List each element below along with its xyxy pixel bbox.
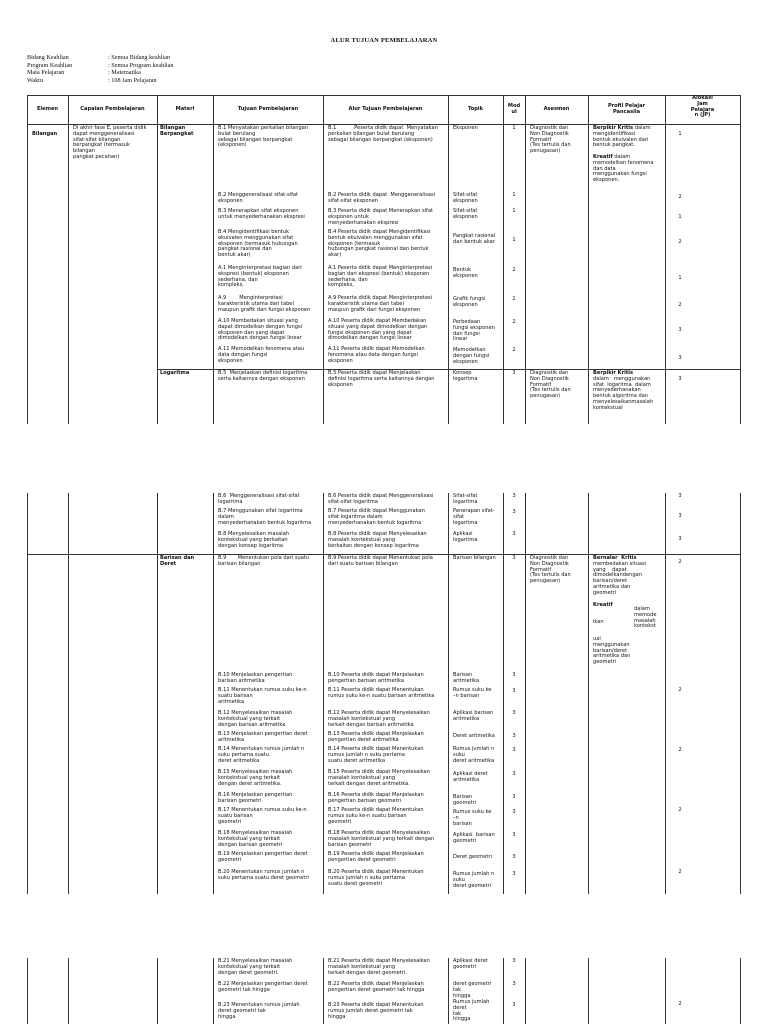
header-profil: Profil Pelajar Pancasila bbox=[607, 103, 646, 115]
modul-item: 3 bbox=[512, 809, 516, 815]
meta-label: Waktu bbox=[27, 76, 43, 84]
topik-item: Sifat-sifat eksponen bbox=[453, 208, 478, 220]
modul-item: 3 bbox=[512, 370, 516, 376]
modul-item: 2 bbox=[512, 319, 516, 325]
alur-item: B.13 Peserta didik dapat Menjelaskan pengertian deret aritmetika bbox=[328, 731, 424, 743]
modul-item: 1 bbox=[512, 237, 516, 243]
col-divider bbox=[588, 493, 589, 894]
col-divider bbox=[665, 95, 666, 424]
col-divider bbox=[448, 95, 449, 424]
modul-item: 3 bbox=[512, 672, 516, 678]
meta-row bbox=[27, 62, 173, 70]
header-alokasi: Alokasi Jam Pelajara n (JP) bbox=[690, 95, 715, 119]
header-topik: Topik bbox=[467, 106, 484, 112]
tujuan-item: B.12 Menyelesaikan masalah kontekstual yang terkait dengan barisan aritmetika bbox=[218, 710, 293, 728]
asesmen-text: Diagnostik dan Non Diagnostik Formatif (Tes tertulis dan penugasan) bbox=[530, 125, 571, 155]
tujuan-item: B.1 Menyatakan perkalian bilangan bulat berulang sebagai bilangan berpangkat (eksponen) bbox=[218, 125, 309, 149]
profil-desc: dalam memodelkan fenomena dan data menggunakan fungsi eksponen. bbox=[593, 154, 654, 184]
modul-item: 3 bbox=[512, 832, 516, 838]
alur-item: B.10 Peserta didik dapat Menjelaskan pengertian barisan aritmetika bbox=[328, 672, 424, 684]
topik-item: Deret geometri bbox=[453, 854, 492, 860]
profil-desc: membedakan situasi yang dapat dimodelkandengan barisan/deret aritmetika dan geometri bbox=[593, 560, 647, 596]
tujuan-item: B.20 Menentukan rumus jumlah n suku pertama suatu deret geometri bbox=[218, 869, 309, 881]
modul-item: 3 bbox=[512, 710, 516, 716]
alur-item: B.14 Peserta didik dapat Menentukan rumus jumlah n suku pertama suatu deret aritmetika bbox=[328, 746, 424, 764]
tujuan-item: B.21 Menyelesaikan masalah kontekstual yang terkait dengan deret geometri. bbox=[218, 958, 293, 976]
alur-item: B.12 Peserta didik dapat Menyelesaikan masalah kontekstual yang terkait dengan barisan aritmetika bbox=[328, 710, 430, 728]
header-tujuan: Tujuan Pembelajaran bbox=[237, 106, 299, 112]
alur-item: B.23 Peserta didik dapat Menentukan rumus jumlah deret geometri tak hingga bbox=[328, 1002, 424, 1020]
alur-item: B.2 Peserta didik dapat Menggeneralisasi sifat-sifat eksponen bbox=[328, 192, 436, 204]
modul-item: 3 bbox=[512, 981, 516, 987]
alokasi-item: 2 bbox=[678, 194, 682, 200]
topik-item: Memodelkan dengan fungsi eksponen bbox=[453, 347, 490, 365]
modul-item: 3 bbox=[512, 854, 516, 860]
header-materi: Materi bbox=[175, 106, 195, 112]
meta-row bbox=[27, 54, 173, 62]
col-divider bbox=[448, 493, 449, 894]
materi-barisan-deret: Barisan dan Deret bbox=[160, 555, 195, 567]
alokasi-item: 3 bbox=[678, 493, 682, 499]
alokasi-item: 3 bbox=[678, 536, 682, 542]
alokasi-item: 3 bbox=[678, 327, 682, 333]
topik-item: deret geometri tak hingga bbox=[453, 981, 492, 999]
tujuan-item: B.13 Menjelaskan pengertian deret aritmetika bbox=[218, 731, 308, 743]
alur-item: A.1 Peserta didik dapat Menginterpretasi bagian dari ekspresi (bentuk) eksponen sederhana, dan kompleks, bbox=[328, 265, 433, 289]
topik-item: Barisan bilangan bbox=[453, 555, 496, 561]
modul-item: 2 bbox=[512, 296, 516, 302]
topik-item: Perbedaan fungsi eksponen dan fungsi linear bbox=[453, 319, 495, 343]
tujuan-item: B.10 Menjelaskan pengertian barisan aritmetika bbox=[218, 672, 293, 684]
topik-item: Aplikasi barisan aritmetika bbox=[453, 710, 494, 722]
col-divider bbox=[157, 95, 158, 424]
tujuan-item: B.22 Menjelaskan pengertian deret geometri tak hingga bbox=[218, 981, 308, 993]
meta-row bbox=[27, 77, 173, 85]
col-divider bbox=[525, 958, 526, 1024]
alur-item: B.7 Peserta didik dapat Menggunakan sifat logaritma dalam menyederhanakan bentuk logaritma bbox=[328, 508, 425, 526]
alur-item: A.11 Peserta didik dapat Memodelkan fenomena atau data dengan fungsi eksponen bbox=[328, 346, 425, 364]
col-divider bbox=[213, 95, 214, 424]
alur-item: B.22 Peserta didik dapat Menjelaskan pengertian deret geometri tak hingga bbox=[328, 981, 425, 993]
tujuan-item: B.15 Menyelesaikan masalah kontekstual yang terkait dengan deret aritmetika. bbox=[218, 769, 293, 787]
alokasi-item: 2 bbox=[678, 559, 682, 565]
meta-label: Bidang Keahlian bbox=[27, 54, 69, 61]
tujuan-item: B.9 Menentukan pola dari suatu barisan bilangan bbox=[218, 555, 310, 567]
alur-item: B.18 Peserta didik dapat Menyelesaikan masalah kontekstual yang terkait dengan barisan geometri bbox=[328, 830, 435, 848]
modul-item: 2 bbox=[512, 267, 516, 273]
topik-item: Konsep logaritma bbox=[453, 370, 478, 382]
document-meta bbox=[27, 54, 173, 84]
alur-item: B.9 Peserta didik dapat Menentukan pola dari suatu barisan bilangan bbox=[328, 555, 433, 567]
alur-item: B.16 Peserta didik dapat Menjelaskan pengertian barisan geometri bbox=[328, 792, 424, 804]
tujuan-item: A.1 Menginterpretasi bagian dari ekspresi (bentuk) eksponen sederhana, dan kompleks, bbox=[218, 265, 302, 289]
profil-desc: dalam memode masalah kontekst bbox=[634, 606, 657, 630]
materi-bilangan-berpangkat: Bilangan Berpangkat bbox=[160, 125, 194, 137]
document-title: ALUR TUJUAN PEMBELAJARAN bbox=[330, 37, 438, 44]
modul-item: 3 bbox=[512, 958, 516, 964]
modul-item: 3 bbox=[512, 688, 516, 694]
modul-item: 3 bbox=[512, 771, 516, 777]
modul-item: 3 bbox=[512, 871, 516, 877]
col-divider bbox=[665, 958, 666, 1024]
col-divider bbox=[213, 493, 214, 894]
col-divider bbox=[588, 95, 589, 424]
tujuan-item: B.14 Menentukan rumus jumlah n suku pertama suatu deret aritmetika bbox=[218, 746, 305, 764]
tujuan-item: A.11 Memodelkan fenomena atau data dengan fungsi eksponen bbox=[218, 346, 305, 364]
tujuan-item: A.9 Menginterpretasi karakteristik utama dari tabel maupun grafik dari fungsi eksponen bbox=[218, 295, 311, 313]
modul-item: 3 bbox=[512, 747, 516, 753]
col-divider bbox=[525, 493, 526, 894]
alokasi-item: 1 bbox=[678, 131, 682, 137]
tujuan-item: B.4 Mengidentifikasi bentuk ekuivalen menggunakan sifat eksponen (termasuk hubungan pangkat rasional dan bentuk akar) bbox=[218, 229, 298, 259]
alokasi-item: 2 bbox=[678, 687, 682, 693]
profil-desc: dalam menggunakan sifat logaritma dalam menyederhanakan bentuk algoritma dan menyelesaikanmasalah kontekstual bbox=[593, 375, 654, 411]
topik-item: Rumus jumlah n suku deret geometri bbox=[453, 871, 495, 889]
col-divider bbox=[68, 493, 69, 894]
col-divider bbox=[740, 95, 741, 424]
modul-item: 1 bbox=[512, 192, 516, 198]
topik-item: Bentuk eksponen bbox=[453, 267, 478, 279]
profil-label: Kreatif bbox=[593, 602, 613, 608]
col-divider bbox=[323, 958, 324, 1024]
alur-item: B.1 Peserta didik dapat Menyatakan perkalian bilangan bulat berulang sebagai bilangan berpangkat (eksponen) bbox=[328, 125, 438, 143]
col-divider bbox=[27, 958, 28, 1024]
profil-desc: ual menggunakan barisan/deret aritmetika dan geometri bbox=[593, 636, 631, 666]
alur-item: B.6 Peserta didik dapat Menggeneralisasi sifat-sifat logaritma bbox=[328, 493, 434, 505]
alur-item: B.11 Peserta didik dapat Menentukan rumus suku ke-n suatu barisan aritmetika bbox=[328, 687, 435, 699]
modul-item: 3 bbox=[512, 493, 516, 499]
alur-item: B.17 Peserta didik dapat Menentukan rumus suku ke-n suatu barisan geometri bbox=[328, 807, 424, 825]
alokasi-item: 2 bbox=[678, 807, 682, 813]
tujuan-item: B.5 Menjelaskan definisi logaritma serta kaitannya dengan eksponen bbox=[218, 370, 308, 382]
meta-row bbox=[27, 69, 173, 77]
alokasi-item: 3 bbox=[678, 376, 682, 382]
tujuan-item: B.17 Menentukan rumus suku ke-n suatu barisan geometri bbox=[218, 807, 307, 825]
topik-item: Grafik fungsi eksponen bbox=[453, 296, 486, 308]
alokasi-item: 3 bbox=[678, 355, 682, 361]
col-divider bbox=[157, 493, 158, 894]
topik-item: Barisan aritmetika bbox=[453, 672, 480, 684]
topik-item: Penerapan sifat- sifat logaritma bbox=[453, 508, 495, 526]
topik-item: Deret aritmetika bbox=[453, 733, 495, 739]
alur-item: B.3 Peserta didik dapat Menerapkan sifat eksponen untuk menyederhanakan ekspresi bbox=[328, 208, 433, 226]
capaian-text: Di akhir fase E, peserta didik dapat menggeneralisasi sifat-sifat bilangan berpangkat (termasuk bilangan pangkat pecahan) bbox=[73, 125, 147, 160]
tujuan-item: A.10 Membedakan situasi yang dapat dimodelkan dengan fungsi eksponen dan yang dapat dimodelkan dengan fungsi linear bbox=[218, 318, 303, 342]
modul-item: 3 bbox=[512, 733, 516, 739]
elemen-bilangan: Bilangan bbox=[32, 131, 58, 137]
modul-item: 1 bbox=[512, 208, 516, 214]
materi-logaritma: Logaritma bbox=[160, 370, 190, 376]
tujuan-item: B.23 Menentukan rumus jumlah deret geometri tak hingga bbox=[218, 1002, 300, 1020]
modul-item: 2 bbox=[512, 347, 516, 353]
profil-desc: ikan bbox=[593, 619, 604, 625]
meta-label: Mata Pelajaran bbox=[27, 69, 65, 76]
modul-item: 3 bbox=[512, 509, 516, 515]
col-divider bbox=[323, 493, 324, 894]
meta-value: : Matematika bbox=[108, 69, 141, 76]
topik-item: Barisan geometri bbox=[453, 794, 477, 806]
topik-item: Aplikasi logaritma bbox=[453, 531, 478, 543]
header-capaian: Capaian Pembelajaran bbox=[80, 106, 145, 112]
asesmen-text: Diagnostik dan Non Diagnostik Formatif (Tes tertulis dan penugasan) bbox=[530, 555, 571, 585]
table-border-top bbox=[27, 95, 740, 96]
col-divider bbox=[323, 95, 324, 424]
profil-label: Berpikir Kritis bbox=[593, 125, 634, 131]
modul-item: 3 bbox=[512, 531, 516, 537]
tujuan-item: B.6 Menggeneralisasi sifat-sifat logaritma bbox=[218, 493, 300, 505]
alur-item: B.21 Peserta didik dapat Menyelesaikan masalah kontekstual yang terkait dengan deret geometri. bbox=[328, 958, 430, 976]
profil-desc: dalam mengidentifikasi bentuk ekuivalen dari bentuk pangkat. bbox=[593, 125, 651, 149]
tujuan-item: B.11 Menentukan rumus suku ke-n suatu barisan aritmetika bbox=[218, 687, 307, 705]
col-divider bbox=[213, 958, 214, 1024]
tujuan-item: B.18 Menyelesaikan masalah kontekstual yang terkait dengan barisan geometri bbox=[218, 830, 293, 848]
alur-item: A.9 Peserta didik dapat Menginterpretasi karakteristik utama dari tabel maupun grafik dari fungsi eksponen bbox=[328, 295, 433, 313]
profil-label: Bernalar Kritis bbox=[593, 555, 637, 561]
asesmen-text: Diagnostik dan Non Diagnostik Formatif (Tes tertulis dan penugasan) bbox=[530, 370, 571, 400]
topik-item: Eksponen bbox=[453, 125, 478, 131]
alokasi-item: 2 bbox=[678, 747, 682, 753]
header-alur: Alur Tujuan Pembelajaran bbox=[348, 106, 423, 112]
header-elemen: Elemen bbox=[36, 106, 59, 112]
alur-item: B.4 Peserta didik dapat Mengidentifikasi bentuk ekuivalen menggunakan sifat eksponen (termasuk hubungan pangkat rasional dan bentuk akar) bbox=[328, 229, 431, 259]
profil-label: Berpikir Kritis bbox=[593, 370, 634, 376]
alokasi-item: 1 bbox=[678, 275, 682, 281]
col-divider bbox=[503, 958, 504, 1024]
meta-value: : Semua Bidang keahlian bbox=[108, 54, 171, 61]
tujuan-item: B.16 Menjelaskan pengertian barisan geometri bbox=[218, 792, 293, 804]
topik-item: Rumus jumlah n suku deret aritmetika bbox=[453, 746, 495, 764]
tujuan-item: B.7 Menggunakan sifat logaritma dalam menyederhanakan bentuk logaritma bbox=[218, 508, 312, 526]
col-divider bbox=[448, 958, 449, 1024]
alur-item: B.19 Peserta didik dapat Menjelaskan pengertian deret geometri bbox=[328, 851, 424, 863]
col-divider bbox=[27, 95, 28, 424]
tujuan-item: B.8 Menyelesaikan masalah kontekstual yang berkaitan dengan konsep logaritma bbox=[218, 531, 290, 549]
col-divider bbox=[740, 493, 741, 894]
profil-text bbox=[593, 126, 665, 149]
topik-item: Rumus suku ke –n barisan bbox=[453, 809, 492, 827]
col-divider bbox=[740, 958, 741, 1024]
alokasi-item: 2 bbox=[678, 869, 682, 875]
topik-item: Sifat-sifat logaritma bbox=[453, 493, 478, 505]
alokasi-item: 3 bbox=[678, 513, 682, 519]
modul-item: 3 bbox=[512, 1002, 516, 1008]
alokasi-item: 1 bbox=[678, 214, 682, 220]
topik-item: Rumus jumlah deret tak hingga bbox=[453, 999, 490, 1023]
col-divider bbox=[157, 958, 158, 1024]
alur-item: A.10 Peserta didik dapat Membedakan situasi yang dapat dimodelkan dengan fungsi eksponen dan yang dapat dimodelkan dengan fungsi linear bbox=[328, 318, 428, 342]
topik-item: Aplikasi deret aritmetika bbox=[453, 771, 488, 783]
meta-value: : 108 Jam Pelajaran bbox=[108, 76, 157, 84]
profil-text bbox=[593, 556, 665, 597]
profil-text bbox=[593, 155, 665, 184]
topik-item: Pangkat rasional dan bentuk akar bbox=[453, 233, 496, 245]
tujuan-item: B.2 Menggeneralisasi sifat-sifat eksponen bbox=[218, 192, 299, 204]
col-divider bbox=[68, 95, 69, 424]
alokasi-item: 2 bbox=[678, 239, 682, 245]
modul-item: 3 bbox=[512, 555, 516, 561]
modul-item: 1 bbox=[512, 125, 516, 131]
alur-item: B.15 Peserta didik dapat Menyelesaikan masalah kontekstual yang terkait dengan deret aritmetika. bbox=[328, 769, 430, 787]
topik-item: Aplikasi barisan geometri bbox=[453, 832, 495, 844]
alur-item: B.5 Peserta didik dapat Menjelaskan definisi logaritma serta kaitannya dengan eksponen bbox=[328, 370, 435, 388]
topik-item: Aplikasi deret geometri bbox=[453, 958, 488, 970]
modul-item: 3 bbox=[512, 794, 516, 800]
profil-text bbox=[593, 371, 665, 412]
alokasi-item: 2 bbox=[678, 302, 682, 308]
header-asesmen: Asesmen bbox=[543, 106, 570, 112]
meta-value: : Semua Program keahlian bbox=[108, 61, 174, 69]
profil-label: Kreatif bbox=[593, 154, 613, 160]
alokasi-item: 2 bbox=[678, 1001, 682, 1007]
alur-item: B.8 Peserta didik dapat Menyelesaikan masalah kontekstual yang berkaitan dengan konsep logaritma bbox=[328, 531, 427, 549]
header-modul: Mod ul bbox=[507, 103, 521, 115]
col-divider bbox=[525, 95, 526, 424]
topik-item: Sifat-sifat eksponen bbox=[453, 192, 478, 204]
tujuan-item: B.19 Menjelaskan pengertian deret geometri bbox=[218, 851, 308, 863]
tujuan-item: B.3 Menerapkan sifat eksponen untuk menyederhanakan ekspresi bbox=[218, 208, 305, 220]
alur-item: B.20 Peserta didik dapat Menentukan rumus jumlah n suku pertama suatu deret geometri bbox=[328, 869, 424, 887]
meta-label: Program Keahlian bbox=[27, 61, 73, 69]
col-divider bbox=[588, 958, 589, 1024]
col-divider bbox=[68, 958, 69, 1024]
topik-item: Rumus suku ke –n barisan bbox=[453, 687, 492, 699]
col-divider bbox=[27, 493, 28, 894]
